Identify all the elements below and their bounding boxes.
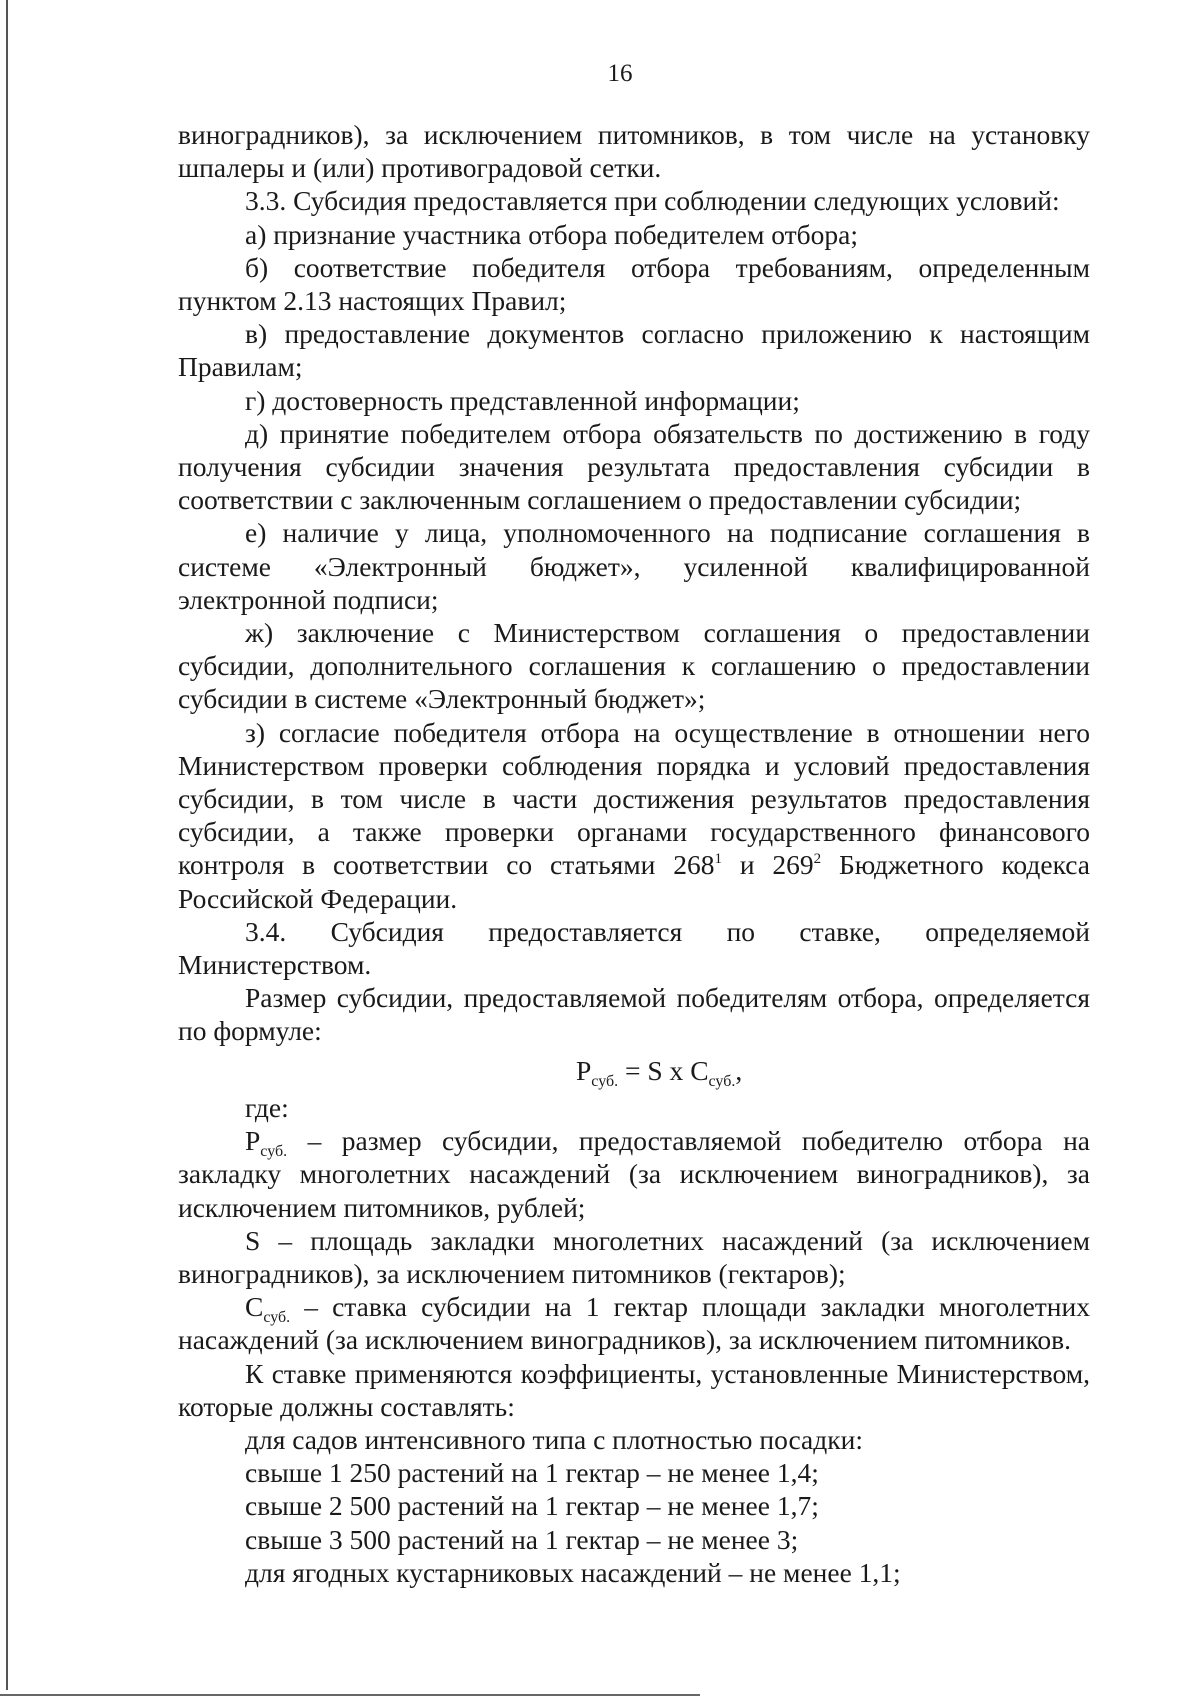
- page-number: 16: [607, 60, 633, 87]
- condition-e: е) наличие у лица, уполномоченного на подписание соглашения в системе «Электронный бюджет», усиленной квалифицированной электронной подписи;: [178, 517, 1090, 615]
- definition-s-symbol: S: [245, 1224, 261, 1256]
- definition-s-text: – площадь закладки многолетних насаждений (за исключением виноградников), за исключением питомников (гектаров);: [178, 1224, 1090, 1289]
- definition-s: [178, 1224, 1090, 1290]
- list-line-5: для ягодных кустарниковых насаждений – не менее 1,1;: [245, 1556, 901, 1588]
- definition-p-subscript: суб.: [260, 1143, 288, 1161]
- subsidy-formula: [178, 1054, 1090, 1090]
- condition-d: д) принятие победителем отбора обязательств по достижению в году получения субсидии значения результата предоставления субсидии в соответствии с заключенным соглашением о предоставлении субсидии;: [178, 417, 1090, 516]
- definition-c-subscript: суб.: [263, 1309, 291, 1327]
- formula-tail: ,: [735, 1054, 743, 1086]
- condition-zh: ж) заключение с Министерством соглашения о предоставлении субсидии, дополнительного соглашения к соглашению о предоставлении субсидии в системе «Электронный бюджет»;: [178, 617, 1090, 715]
- condition-g: г) достоверность представленной информации;: [245, 384, 800, 416]
- condition-a: а) признание участника отбора победителем отбора;: [245, 218, 858, 250]
- formula-c-sub: суб.: [708, 1072, 736, 1090]
- list-line-2: свыше 1 250 растений на 1 гектар – не менее 1,4;: [245, 1457, 819, 1489]
- where-label: где:: [245, 1091, 289, 1123]
- article-268-superscript: 1: [714, 851, 722, 868]
- definition-c: [178, 1290, 1090, 1356]
- condition-z: [178, 716, 1090, 915]
- article-269-superscript: 2: [813, 851, 822, 868]
- formula-p-base: P: [576, 1054, 592, 1086]
- formula-c-base: C: [690, 1054, 709, 1086]
- formula-p-sub: суб.: [591, 1072, 619, 1090]
- list-line-3: свыше 2 500 растений на 1 гектар – не менее 1,7;: [245, 1490, 819, 1522]
- definition-p-symbol: P: [245, 1125, 261, 1157]
- list-line-4: свыше 3 500 растений на 1 гектар – не менее 3;: [245, 1523, 799, 1555]
- document-body: [178, 118, 1090, 1589]
- definition-c-symbol: C: [245, 1291, 264, 1323]
- coefficients-intro: К ставке применяются коэффициенты, установленные Министерством, которые должны составлять:: [178, 1357, 1090, 1422]
- list-line-1: для садов интенсивного типа с плотностью посадки:: [245, 1423, 863, 1455]
- paragraph-continuation: виноградников), за исключением питомников, в том числе на установку шпалеры и (или) противоградовой сетки.: [178, 119, 1090, 184]
- scan-edge-left: [6, 0, 8, 1690]
- paragraph-size: Размер субсидии, предоставляемой победителям отбора, определяется по формуле:: [178, 982, 1090, 1047]
- definition-p-text: – размер субсидии, предоставляемой победителю отбора на закладку многолетних насаждений (за исключением виноградников), за исключением питомников, рублей;: [178, 1125, 1090, 1223]
- scan-edge-bottom: [0, 1694, 700, 1696]
- definition-c-text: – ставка субсидии на 1 гектар площади закладки многолетних насаждений (за исключением виноградников), за исключением питомников.: [178, 1291, 1090, 1356]
- condition-z-end: Бюджетного кодекса Российской Федерации.: [178, 849, 1090, 914]
- paragraph-3-3: 3.3. Субсидия предоставляется при соблюдении следующих условий:: [245, 185, 1060, 217]
- definition-p: [178, 1124, 1090, 1224]
- paragraph-3-4: 3.4. Субсидия предоставляется по ставке, определяемой Министерством.: [178, 915, 1090, 981]
- condition-z-mid: и 269: [721, 849, 814, 881]
- formula-middle: = S x: [618, 1054, 691, 1086]
- condition-z-start: з) согласие победителя отбора на осуществление в отношении него Министерством проверки соблюдения порядка и условий предоставления субсидии, в том числе в части достижения результатов предоставления субсидии, а также проверки органами государственного финансового контроля в соответствии со статьями 268: [178, 716, 1090, 881]
- condition-b: б) соответствие победителя отбора требованиям, определенным пунктом 2.13 настоящих Правил;: [178, 251, 1090, 317]
- condition-v: в) предоставление документов согласно приложению к настоящим Правилам;: [178, 318, 1090, 383]
